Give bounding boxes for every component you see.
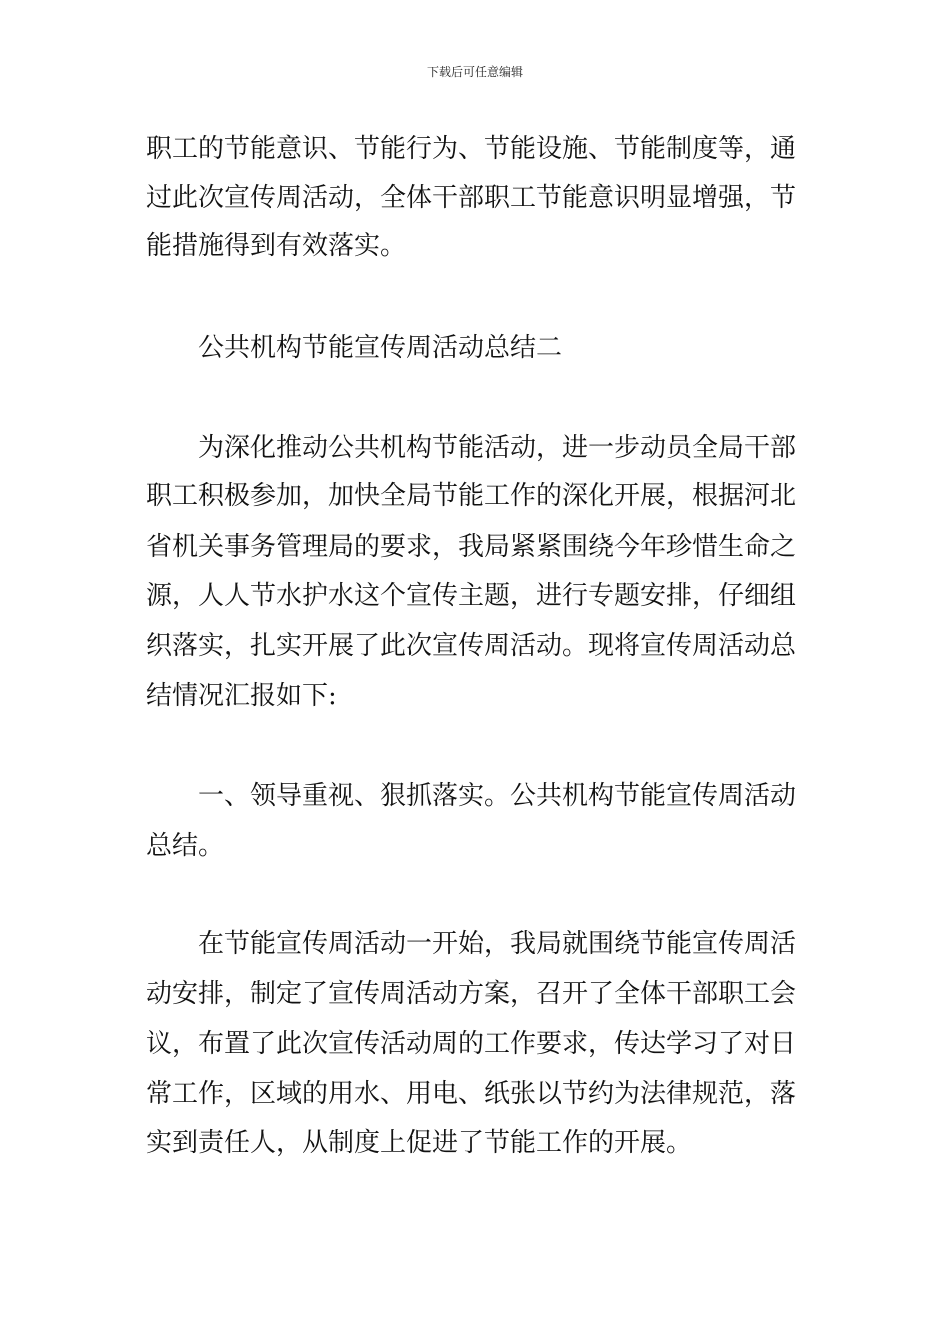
body-line-3: 能措施得到有效落实。 [146,231,407,261]
section-title: 公共机构节能宣传周活动总结二 [198,333,563,363]
body-line-1: 职工的节能意识、节能行为、节能设施、节能制度等，通 [146,134,797,164]
body-line-6: 职工积极参加，加快全局节能工作的深化开展，根据河北 [146,481,797,511]
body-line-8: 源，人人节水护水这个宣传主题，进行专题安排，仔细组 [146,581,797,611]
body-line-17: 实到责任人，从制度上促进了节能工作的开展。 [146,1128,693,1158]
body-line-11: 一、领导重视、狠抓落实。公共机构节能宣传周活动 [198,781,797,811]
body-line-7: 省机关事务管理局的要求，我局紧紧围绕今年珍惜生命之 [146,532,797,562]
body-line-9: 织落实，扎实开展了此次宣传周活动。现将宣传周活动总 [146,631,797,661]
body-line-12: 总结。 [146,831,225,861]
body-line-14: 动安排，制定了宣传周活动方案，召开了全体干部职工会 [146,979,797,1009]
page-header: 下载后可任意编辑 [426,65,523,79]
body-line-5: 为深化推动公共机构节能活动，进一步动员全局干部 [198,433,797,463]
body-line-10: 结情况汇报如下: [146,681,337,711]
body-line-2: 过此次宣传周活动，全体干部职工节能意识明显增强，节 [146,183,797,213]
body-line-13: 在节能宣传周活动一开始，我局就围绕节能宣传周活 [198,929,797,959]
body-line-15: 议，布置了此次宣传活动周的工作要求，传达学习了对日 [146,1029,797,1059]
body-line-16: 常工作，区域的用水、用电、纸张以节约为法律规范，落 [146,1079,797,1109]
